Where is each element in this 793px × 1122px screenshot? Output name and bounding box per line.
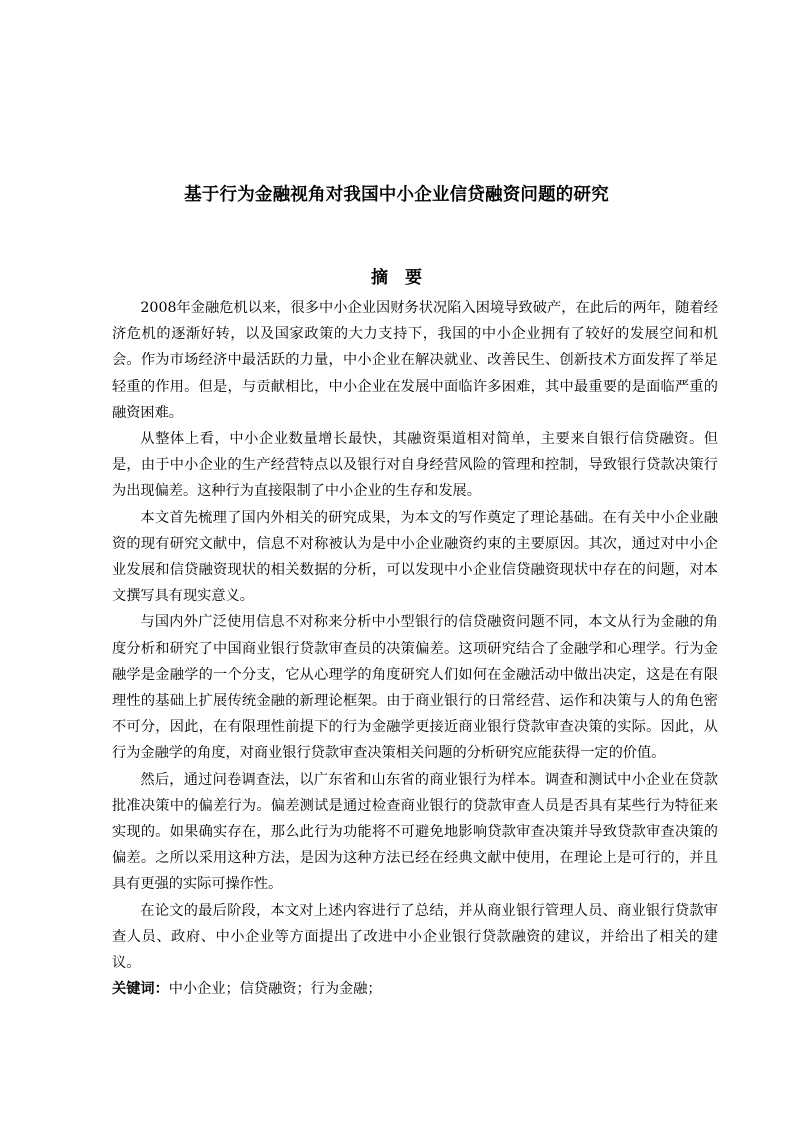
abstract-paragraph: 2008年金融危机以来，很多中小企业因财务状况陷入困境导致破产，在此后的两年，随着经济危机的逐渐好转，以及国家政策的大力支持下，我国的中小企业拥有了较好的发展空间和机会。作为市场经济中最活跃的力量，中小企业在解决就业、改善民生、创新技术方面发挥了举足轻重的作用。但是，与贡献相比，中小企业在发展中面临许多困难，其中最重要的是面临严重的融资困难。 [112,300,718,421]
keywords-line [112,976,718,1002]
paper-title: 基于行为金融视角对我国中小企业信贷融资问题的研究 [184,185,609,205]
keywords-text: 中小企业；信贷融资；行为金融； [168,981,382,998]
abstract-heading: 摘 要 [371,268,422,288]
abstract-body [112,295,718,1002]
abstract-paragraph: 在论文的最后阶段，本文对上述内容进行了总结，并从商业银行管理人员、商业银行贷款审查人员、政府、中小企业等方面提出了改进中小企业银行贷款融资的建议，并给出了相关的建议。 [112,902,718,972]
abstract-paragraph: 从整体上看，中小企业数量增长最快，其融资渠道相对简单，主要来自银行信贷融资。但是，由于中小企业的生产经营特点以及银行对自身经营风险的管理和控制，导致银行贷款决策行为出现偏差。这种行为直接限制了中小企业的生存和发展。 [112,431,718,500]
abstract-paragraph: 与国内外广泛使用信息不对称来分析中小型银行的信贷融资问题不同，本文从行为金融的角度分析和研究了中国商业银行贷款审查员的决策偏差。这项研究结合了金融学和心理学。行为金融学是金融学的一个分支，它从心理学的角度研究人们如何在金融活动中做出决定，这是在有限理性的基础上扩展传统金融的新理论框架。由于商业银行的日常经营、运作和决策与人的角色密不可分，因此，在有限理性前提下的行为金融学更接近商业银行贷款审查决策的实际。因此，从行为金融学的角度，对商业银行贷款审查决策相关问题的分析研究应能获得一定的价值。 [112,614,718,762]
keywords-label: 关键词： [112,981,169,998]
abstract-paragraph: 然后，通过问卷调查法，以广东省和山东省的商业银行为样本。调查和测试中小企业在贷款批准决策中的偏差行为。偏差测试是通过检查商业银行的贷款审查人员是否具有某些行为特征来实现的。如果确实存在，那么此行为功能将不可避免地影响贷款审查决策并导致贷款审查决策的偏差。之所以采用这种方法，是因为这种方法已经在经典文献中使用，在理论上是可行的，并且具有更强的实际可操作性。 [112,771,718,893]
abstract-paragraph: 本文首先梳理了国内外相关的研究成果，为本文的写作奠定了理论基础。在有关中小企业融资的现有研究文献中，信息不对称被认为是中小企业融资约束的主要原因。其次，通过对中小企业发展和信贷融资现状的相关数据的分析，可以发现中小企业信贷融资现状中存在的问题，对本文撰写具有现实意义。 [112,509,718,605]
